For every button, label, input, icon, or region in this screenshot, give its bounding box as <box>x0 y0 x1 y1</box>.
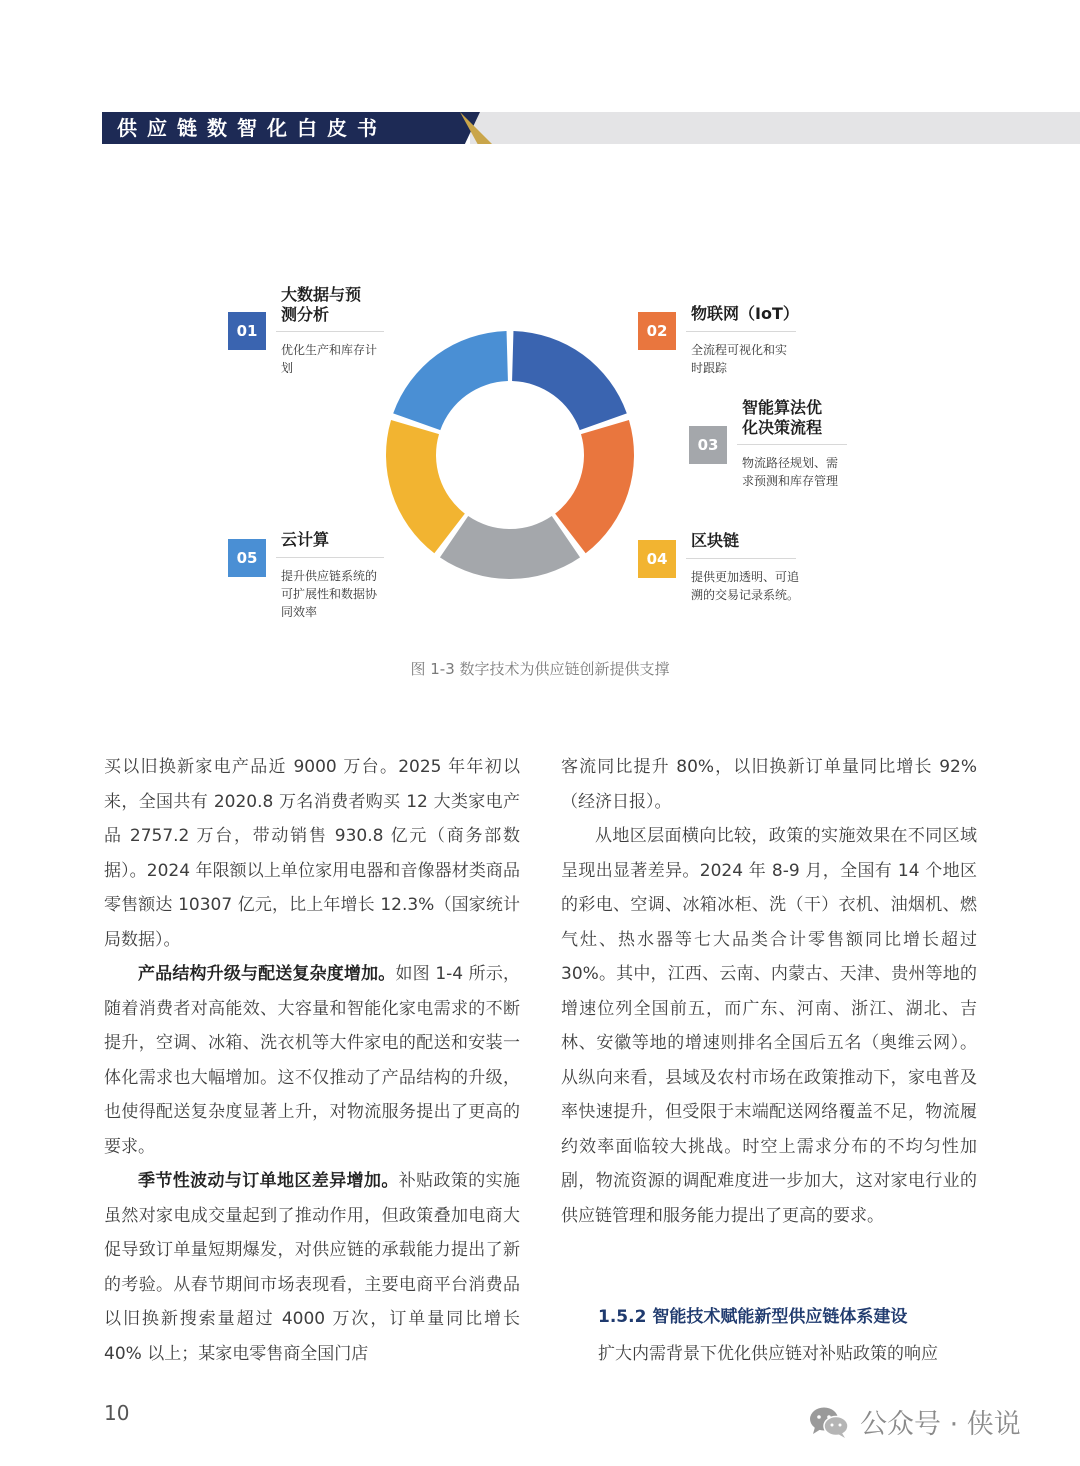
item-01-divider <box>276 331 384 332</box>
item-05-divider <box>276 557 384 558</box>
header-band <box>470 112 1080 144</box>
item-01-title-line2: 测分析 <box>281 305 330 324</box>
figure-caption: 图 1-3 数字技术为供应链创新提供支撑 <box>410 660 670 678</box>
left-paragraph-2-lead: 产品结构升级与配送复杂度增加。 <box>138 964 396 984</box>
donut-segment-03 <box>440 516 580 579</box>
item-04-desc-line2: 溯的交易记录系统。 <box>691 588 800 602</box>
item-01-title-line1: 大数据与预 <box>281 285 362 304</box>
badge-02: 02 <box>638 312 676 350</box>
section-paragraph-1: 扩大内需背景下优化供应链对补贴政策的响应 <box>598 1344 938 1364</box>
item-04-desc-line1: 提供更加透明、可追 <box>691 570 800 584</box>
item-03-divider <box>737 444 847 445</box>
wechat-icon <box>808 1404 850 1440</box>
item-03-desc-line1: 物流路径规划、需 <box>742 456 839 470</box>
item-02-divider <box>686 331 796 332</box>
item-05-desc-line3: 同效率 <box>281 605 318 619</box>
item-04-divider <box>686 558 796 559</box>
donut-segment-04 <box>386 420 465 553</box>
document-title: 供应链数智化白皮书 <box>117 116 387 140</box>
item-02-desc-line1: 全流程可视化和实 <box>691 343 788 357</box>
donut-segment-02 <box>555 420 634 553</box>
watermark-text: 公众号 · 侠说 <box>860 1409 1021 1440</box>
watermark <box>808 1402 1021 1441</box>
item-05-desc-line2: 可扩展性和数据协 <box>281 587 378 601</box>
right-paragraph-2: 从地区层面横向比较，政策的实施效果在不同区域呈现出显著差异。2024 年 8-9 月，全国有 14 个地区的彩电、空调、冰箱冰柜、洗（干）衣机、油烟机、燃气灶、热水器等七大品类合计零售额同比增长超过 30%。其中，江西、云南、内蒙古、天津、贵州等地的增速位列全国前五，而广东、河南、浙江、湖北、吉林、安徽等地的增速则排名全国后五名（奥维云网）。从纵向来看，县域及农村市场在政策推动下，家电普及率快速提升，但受限于末端配送网络覆盖不足，物流履约效率面临较大挑战。时空上需求分布的不均匀性加剧，物流资源的调配难度进一步加大，这对家电行业的供应链管理和服务能力提出了更高的要求。 <box>561 826 977 1226</box>
item-01-desc-line2: 划 <box>281 361 294 375</box>
item-05-desc-line1: 提升供应链系统的 <box>281 569 378 583</box>
donut-chart <box>380 320 640 590</box>
badge-03: 03 <box>689 426 727 464</box>
left-paragraph-3-text: 补贴政策的实施虽然对家电成交量起到了推动作用，但政策叠加电商大促导致订单量短期爆发，对供应链的承载能力提出了新的考验。从春节期间市场表现看，主要电商平台消费品以旧换新搜索量超过 4000 万次，订单量同比增长 40% 以上；某家电零售商全国门店 <box>104 1171 521 1364</box>
left-paragraph-2 <box>104 957 520 1164</box>
left-paragraph-3 <box>104 1164 520 1371</box>
badge-05: 05 <box>228 539 266 577</box>
item-05-title: 云计算 <box>281 530 330 549</box>
left-column <box>104 750 520 1371</box>
badge-04: 04 <box>638 540 676 578</box>
item-03-title-line1: 智能算法优 <box>742 398 823 417</box>
left-paragraph-2-text: 如图 1-4 所示，随着消费者对高能效、大容量和智能化家电需求的不断提升，空调、冰箱、洗衣机等大件家电的配送和安装一体化需求也大幅增加。这不仅推动了产品结构的升级，也使得配送复杂度显著上升，对物流服务提出了更高的要求。 <box>104 964 521 1157</box>
donut-segment-01 <box>512 331 627 430</box>
left-paragraph-1: 买以旧换新家电产品近 9000 万台。2025 年年初以来，全国共有 2020.8 万名消费者购买 12 大类家电产品 2757.2 万台，带动销售 930.8 亿元（商务部数据）。2024 年限额以上单位家用电器和音像器材类商品零售额达 10307 亿元，比上年增长 12.3%（国家统计局数据）。 <box>104 757 520 950</box>
section-heading: 1.5.2 智能技术赋能新型供应链体系建设 <box>598 1307 908 1327</box>
item-03-title-line2: 化决策流程 <box>742 418 823 437</box>
right-column <box>561 750 977 1233</box>
right-paragraph-1: 客流同比提升 80%，以旧换新订单量同比增长 92%（经济日报）。 <box>561 757 977 812</box>
item-02-desc-line2: 时跟踪 <box>691 361 728 375</box>
page-number: 10 <box>104 1401 130 1425</box>
item-03-desc-line2: 求预测和库存管理 <box>742 474 839 488</box>
item-02-title: 物联网（IoT） <box>691 304 799 323</box>
donut-segment-05 <box>393 331 508 430</box>
item-04-title: 区块链 <box>691 531 740 550</box>
badge-01: 01 <box>228 312 266 350</box>
item-01-desc-line1: 优化生产和库存计 <box>281 343 378 357</box>
left-paragraph-3-lead: 季节性波动与订单地区差异增加。 <box>138 1171 399 1191</box>
